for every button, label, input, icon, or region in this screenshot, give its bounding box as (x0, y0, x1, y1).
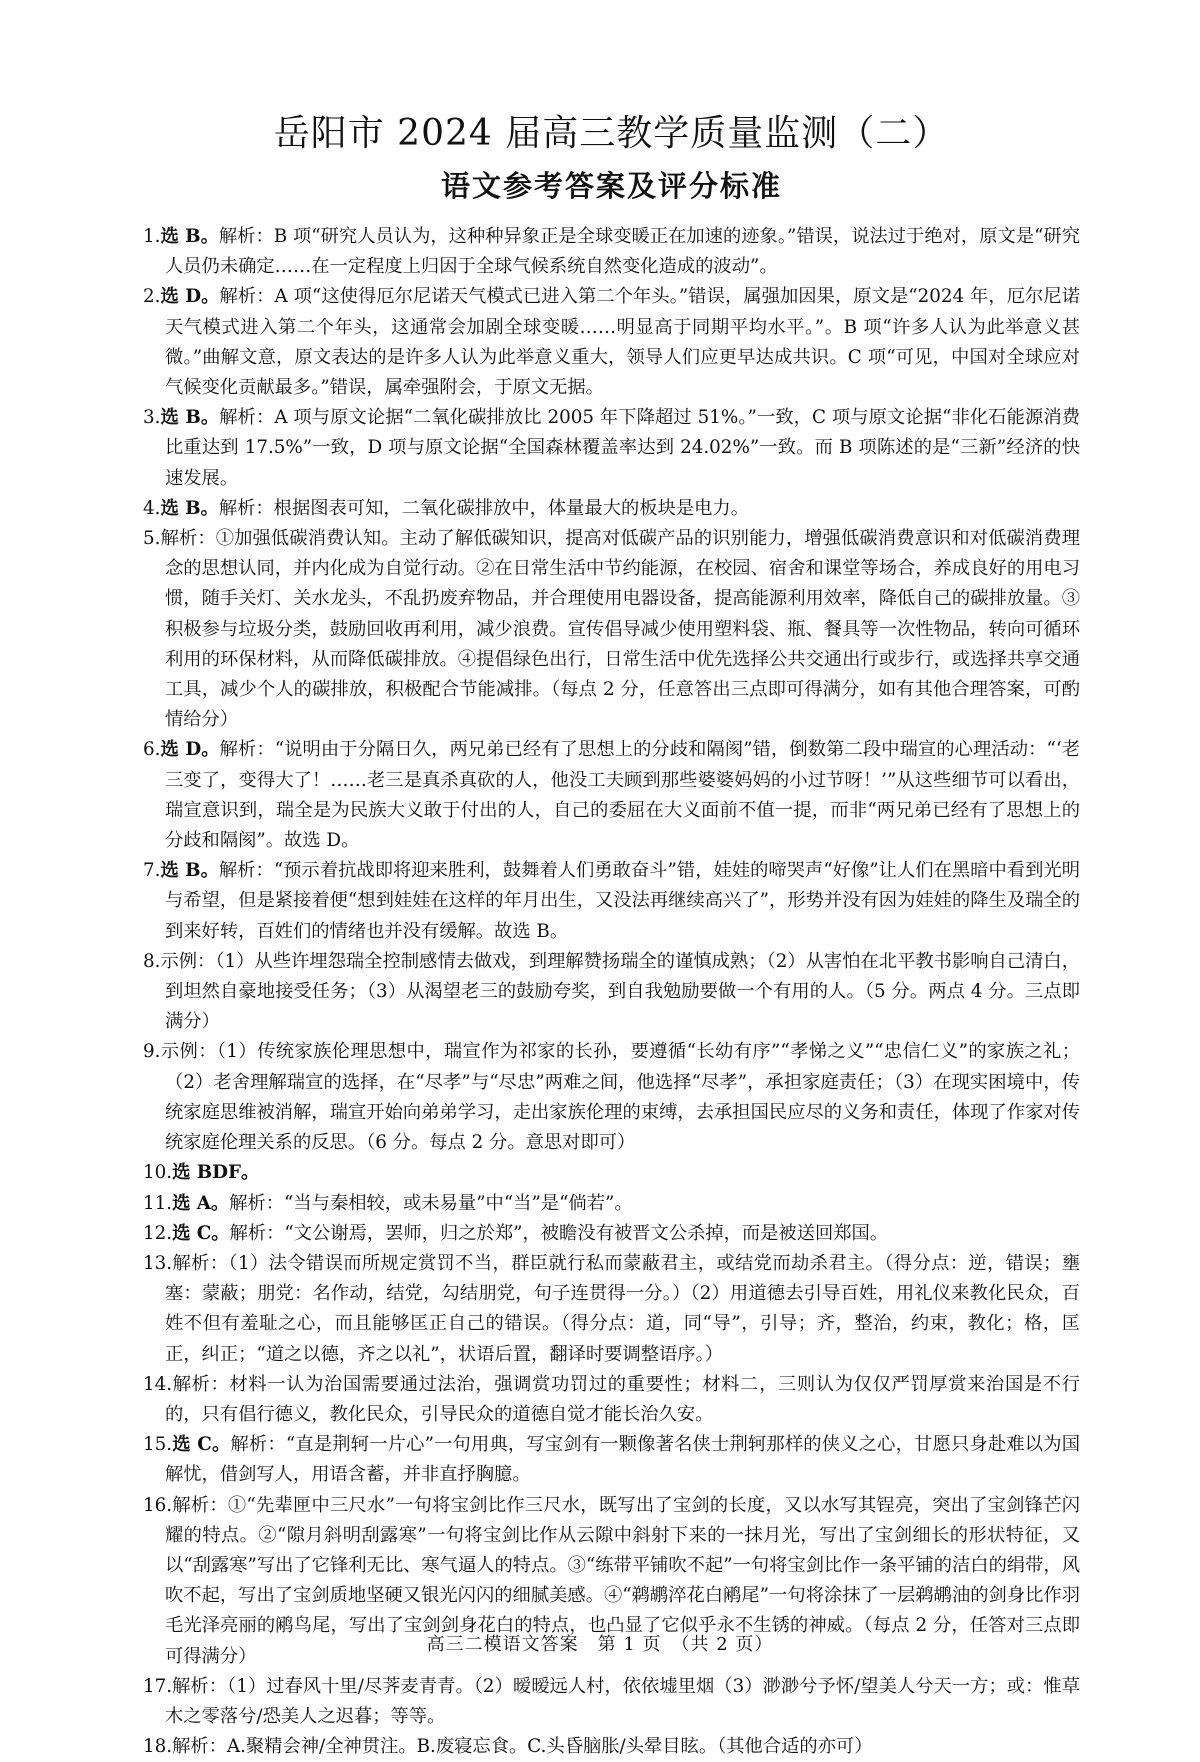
answer-number: 8. (143, 950, 161, 972)
answer-item (143, 1219, 1080, 1249)
answer-item (143, 1672, 1080, 1732)
answer-item (143, 1732, 1080, 1762)
answer-choice: 选 D。 (160, 739, 220, 761)
answer-item (143, 1189, 1080, 1219)
answer-explanation: 解析：（1）法令错误而所规定赏罚不当，群臣就行私而蒙蔽君主，或结党而劫杀君主。（得分点：逆，错误；壅塞：蒙蔽；朋党：名作动，结党，勾结朋党，句子连贯得一分。）（2）用道德去引导百姓，用礼仪来教化民众，百姓不但有羞耻之心，而且能够匡正自己的错误。（得分点：道，同“导”，引导；齐，整治，约束，教化；格，匡正，纠正；“道之以德，齐之以礼”，状语后置，翻译时要调整语序。） (165, 1252, 1080, 1365)
answer-explanation: 示例：（1）传统家族伦理思想中，瑞宣作为祁家的长孙，要遵循“长幼有序”“孝悌之义”“忠信仁义”的家族之礼；（2）老舍理解瑞宣的选择，在“尽孝”与“尽忠”两难之间，他选择“尽孝”，承担家庭责任；（3）在现实困境中，传统家庭思维被消解，瑞宣开始向弟弟学习，走出家族伦理的束缚，去承担国民应尽的义务和责任，体现了作家对传统家庭伦理关系的反思。（6 分。每点 2 分。意思对即可） (160, 1041, 1080, 1154)
answer-explanation: 解析：根据图表可知，二氧化碳排放中，体量最大的板块是电力。 (218, 497, 749, 519)
answer-number: 2. (143, 286, 161, 308)
answer-explanation: 示例：（1）从些许埋怨瑞全控制感情去做戏，到理解赞扬瑞全的谨慎成熟；（2）从害怕在北平教书影响自己清白，到坦然自豪地接受任务；（3）从渴望老三的鼓励夸奖，到自我勉励要做一个有用的人。（5 分。两点 4 分。三点即满分） (160, 950, 1080, 1033)
answer-item (143, 282, 1080, 403)
answer-number: 18. (143, 1736, 173, 1758)
answer-number: 3. (143, 407, 161, 429)
answer-choice: 选 D。 (160, 286, 220, 308)
answer-number: 17. (143, 1675, 173, 1697)
answer-item (143, 1430, 1080, 1490)
answer-explanation: 解析：“预示着抗战即将迎来胜利，鼓舞着人们勇敢奋斗”错，娃娃的啼哭声“好像”让人们在黑暗中看到光明与希望，但是紧接着便“想到娃娃在这样的年月出生，又没法再继续高兴了”，形势并没有因为娃娃的降生及瑞全的到来好转，百姓们的情绪也并没有缓解。故选 B。 (165, 860, 1080, 942)
answer-choice: 选 A。 (172, 1192, 230, 1214)
answer-item (143, 403, 1080, 494)
answer-item (143, 1249, 1080, 1370)
answer-number: 15. (143, 1434, 173, 1456)
answer-item (143, 947, 1080, 1038)
answer-choice: 选 C。 (172, 1434, 231, 1456)
answer-explanation: 解析：①“先辈匣中三尺水”一句将宝剑比作三尺水，既写出了宝剑的长度，又以水写其锃亮，突出了宝剑锋芒闪耀的特点。②“隙月斜明刮露寒”一句将宝剑比作从云隙中斜射下来的一抹月光，写出了宝剑细长的形状特征，又以“刮露寒”写出了它锋利无比、寒气逼人的特点。③“练带平铺吹不起”一句将宝剑比作一条平铺的洁白的绢带，风吹不起，写出了宝剑质地坚硬又银光闪闪的细腻美感。④“鹈鹕淬花白鹇尾”一句将涂抹了一层鹈鹕油的剑身比作羽毛光泽亮丽的鹇鸟尾，写出了宝剑剑身花白的特点，也凸显了它似乎永不生锈的神威。（每点 2 分，任答对三点即可得满分） (165, 1494, 1080, 1667)
page-footer: 高三二模语文答案 第 1 页 （共 2 页） (426, 1634, 774, 1655)
answer-number: 1. (143, 226, 161, 247)
answer-explanation: 解析：材料一认为治国需要通过法治，强调赏功罚过的重要性；材料二，三则认为仅仅严罚厚赏来治国是不行的，只有倡行德义，教化民众，引导民众的道德自觉才能长治久安。 (165, 1373, 1080, 1425)
answer-list (143, 222, 1080, 1762)
answer-explanation: 解析：（1）过春风十里/尽荠麦青青。（2）暧暧远人村，依依墟里烟（3）渺渺兮予怀/望美人兮天一方；或：惟草木之零落兮/恐美人之迟暮；等等。 (165, 1675, 1080, 1727)
answer-choice: 选 C。 (172, 1222, 230, 1244)
answer-item (143, 735, 1080, 856)
answer-item (143, 222, 1080, 282)
answer-explanation: 解析：A.聚精会神/全神贯注。B.废寝忘食。C.头昏脑胀/头晕目眩。（其他合适的亦可） (172, 1736, 873, 1758)
answer-item (143, 1158, 1080, 1188)
answer-number: 11. (143, 1192, 173, 1214)
answer-number: 12. (143, 1222, 173, 1244)
answer-number: 5. (143, 528, 161, 550)
answer-number: 13. (143, 1252, 173, 1274)
document-subtitle: 语文参考答案及评分标准 (440, 169, 782, 203)
answer-choice: 选 B。 (160, 226, 219, 247)
answer-number: 4. (143, 497, 161, 519)
answer-choice: 选 B。 (160, 407, 220, 429)
answer-item (143, 1037, 1080, 1158)
answer-item (143, 1370, 1080, 1430)
answer-choice: 选 B。 (160, 497, 219, 519)
answer-number: 16. (143, 1494, 173, 1516)
answer-number: 14. (143, 1373, 173, 1395)
answer-explanation: 解析：A 项“这使得厄尔尼诺天气模式已进入第二个年头。”错误，属强加因果，原文是“2024 年，厄尔尼诺天气模式进入第二个年头，这通常会加剧全球变暖……明显高于同期平均水平。”。B 项“许多人认为此举意义甚微。”曲解文意，原文表达的是许多人认为此举意义重大，领导人们应更早达成共识。C 项“可见，中国对全球应对气候变化贡献最多。”错误，属牵强附会，于原文无据。 (165, 286, 1081, 399)
answer-choice: 选 BDF。 (172, 1162, 260, 1184)
answer-explanation: 解析：A 项与原文论据“二氧化碳排放比 2005 年下降超过 51%。”一致，C 项与原文论据“非化石能源消费比重达到 17.5%”一致，D 项与原文论据“全国森林覆盖率达到 24.02%”一致。而 B 项陈述的是“三新”经济的快速发展。 (165, 407, 1080, 489)
answer-number: 6. (143, 739, 161, 761)
answer-number: 7. (143, 860, 161, 882)
answer-item (143, 524, 1080, 735)
answer-explanation: 解析：“文公谢焉，罢师，归之於郑”，被瞻没有被晋文公杀掉，而是被送回郑国。 (229, 1222, 889, 1244)
answer-explanation: 解析：“说明由于分隔日久，两兄弟已经有了思想上的分歧和隔阂”错，倒数第二段中瑞宣的心理活动：“‘老三变了，变得大了！……老三是真杀真砍的人，他没工夫顾到那些婆婆妈妈的小过节呀！’”从这些细节可以看出，瑞宣意识到，瑞全是为民族大义敢于付出的人，自己的委屈在大义面前不值一提，而非“两兄弟已经有了思想上的分歧和隔阂”。故选 D。 (165, 739, 1081, 852)
answer-number: 10. (143, 1162, 173, 1184)
answer-explanation: 解析：B 项“研究人员认为，这种种异象正是全球变暖正在加速的迹象。”错误，说法过于绝对，原文是“研究人员仍未确定……在一定程度上归因于全球气候系统自然变化造成的波动”。 (165, 226, 1080, 278)
answer-explanation: 解析：①加强低碳消费认知。主动了解低碳知识，提高对低碳产品的识别能力，增强低碳消费意识和对低碳消费理念的思想认同，并内化成为自觉行动。②在日常生活中节约能源，在校园、宿舍和课堂等场合，养成良好的用电习惯，随手关灯、关水龙头，不乱扔废弃物品，并合理使用电器设备，提高能源利用效率，降低自己的碳排放量。③积极参与垃圾分类，鼓励回收再利用，减少浪费。宣传倡导减少使用塑料袋、瓶、餐具等一次性物品，转向可循环利用的环保材料，从而降低碳排放。④提倡绿色出行，日常生活中优先选择公共交通出行或步行，或选择共享交通工具，减少个人的碳排放，积极配合节能减排。（每点 2 分，任意答出三点即可得满分，如有其他合理答案，可酌情给分） (160, 528, 1080, 731)
document-title: 岳阳市 2024 届高三教学质量监测（二） (273, 113, 950, 154)
answer-item (143, 494, 1080, 524)
answer-choice: 选 B。 (160, 860, 219, 882)
answer-explanation: 解析：“当与秦相较，或未易量”中“当”是“倘若”。 (229, 1192, 633, 1214)
answer-item (143, 856, 1080, 947)
answer-number: 9. (143, 1041, 161, 1063)
answer-explanation: 解析：“直是荆轲一片心”一句用典，写宝剑有一颗像著名侠士荆轲那样的侠义之心，甘愿只身赴难以为国解忧，借剑写人，用语含蓄，并非直抒胸臆。 (165, 1434, 1080, 1486)
